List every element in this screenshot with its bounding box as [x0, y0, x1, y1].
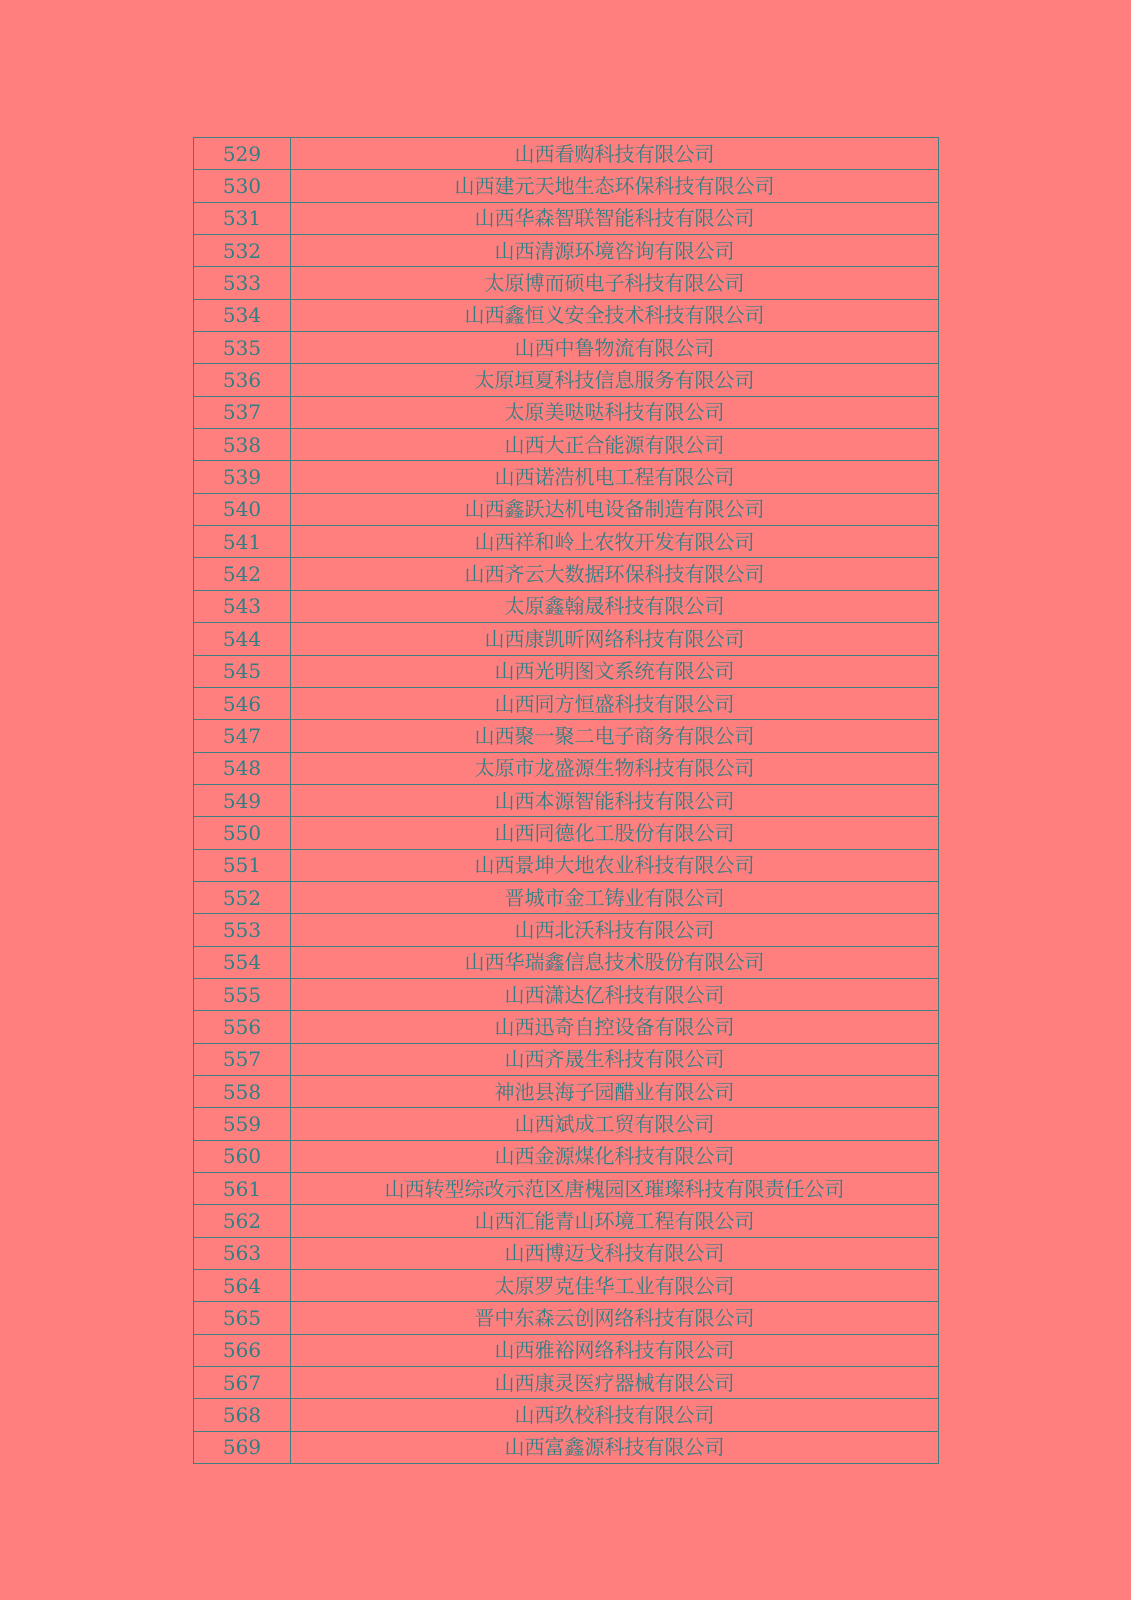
company-name-cell: 山西齐晟生科技有限公司: [291, 1043, 939, 1075]
company-name-cell: 太原鑫翰晟科技有限公司: [291, 590, 939, 622]
company-name-cell: 山西金源煤化科技有限公司: [291, 1140, 939, 1172]
row-number-cell: 566: [194, 1334, 291, 1366]
table-row: [194, 590, 939, 622]
company-name-cell: 太原垣夏科技信息服务有限公司: [291, 364, 939, 396]
table-row: [194, 1302, 939, 1334]
company-name-cell: 晋中东森云创网络科技有限公司: [291, 1302, 939, 1334]
table-row: [194, 170, 939, 202]
table-row: [194, 1399, 939, 1431]
row-number-cell: 549: [194, 784, 291, 816]
company-name-cell: 太原美哒哒科技有限公司: [291, 396, 939, 428]
table-row: [194, 1431, 939, 1463]
row-number-cell: 552: [194, 881, 291, 913]
company-name-cell: 山西中鲁物流有限公司: [291, 332, 939, 364]
row-number-cell: 544: [194, 623, 291, 655]
table-row: [194, 526, 939, 558]
row-number-cell: 548: [194, 752, 291, 784]
company-name-cell: 山西本源智能科技有限公司: [291, 784, 939, 816]
row-number-cell: 550: [194, 817, 291, 849]
company-name-cell: 山西光明图文系统有限公司: [291, 655, 939, 687]
row-number-cell: 562: [194, 1205, 291, 1237]
row-number-cell: 559: [194, 1108, 291, 1140]
row-number-cell: 560: [194, 1140, 291, 1172]
row-number-cell: 531: [194, 202, 291, 234]
company-name-cell: 山西转型综改示范区唐槐园区璀璨科技有限责任公司: [291, 1173, 939, 1205]
table-row: [194, 849, 939, 881]
table-row: [194, 138, 939, 170]
table-row: [194, 978, 939, 1010]
table-row: [194, 332, 939, 364]
table-row: [194, 1334, 939, 1366]
row-number-cell: 546: [194, 687, 291, 719]
table-row: [194, 720, 939, 752]
table-row: [194, 429, 939, 461]
company-name-cell: 山西建元天地生态环保科技有限公司: [291, 170, 939, 202]
company-name-cell: 山西康灵医疗器械有限公司: [291, 1367, 939, 1399]
row-number-cell: 539: [194, 461, 291, 493]
company-list-table: [193, 137, 939, 1464]
row-number-cell: 561: [194, 1173, 291, 1205]
table-row: [194, 623, 939, 655]
company-name-cell: 山西富鑫源科技有限公司: [291, 1431, 939, 1463]
company-name-cell: 山西齐云大数据环保科技有限公司: [291, 558, 939, 590]
company-name-cell: 山西华瑞鑫信息技术股份有限公司: [291, 946, 939, 978]
company-name-cell: 山西聚一聚二电子商务有限公司: [291, 720, 939, 752]
table-row: [194, 687, 939, 719]
table-row: [194, 364, 939, 396]
table-row: [194, 267, 939, 299]
company-name-cell: 晋城市金工铸业有限公司: [291, 881, 939, 913]
table-row: [194, 461, 939, 493]
company-name-cell: 山西北沃科技有限公司: [291, 914, 939, 946]
company-name-cell: 山西康凯昕网络科技有限公司: [291, 623, 939, 655]
company-name-cell: 神池县海子园醋业有限公司: [291, 1075, 939, 1107]
company-name-cell: 山西清源环境咨询有限公司: [291, 235, 939, 267]
row-number-cell: 533: [194, 267, 291, 299]
row-number-cell: 540: [194, 493, 291, 525]
table-row: [194, 881, 939, 913]
row-number-cell: 542: [194, 558, 291, 590]
row-number-cell: 553: [194, 914, 291, 946]
company-name-cell: 山西鑫跃达机电设备制造有限公司: [291, 493, 939, 525]
company-name-cell: 山西祥和岭上农牧开发有限公司: [291, 526, 939, 558]
row-number-cell: 569: [194, 1431, 291, 1463]
company-name-cell: 山西大正合能源有限公司: [291, 429, 939, 461]
company-name-cell: 山西鑫恒义安全技术科技有限公司: [291, 299, 939, 331]
row-number-cell: 563: [194, 1237, 291, 1269]
table-row: [194, 1367, 939, 1399]
company-name-cell: 山西华森智联智能科技有限公司: [291, 202, 939, 234]
company-name-cell: 山西同方恒盛科技有限公司: [291, 687, 939, 719]
row-number-cell: 568: [194, 1399, 291, 1431]
row-number-cell: 529: [194, 138, 291, 170]
table-row: [194, 1173, 939, 1205]
company-name-cell: 山西汇能青山环境工程有限公司: [291, 1205, 939, 1237]
table-row: [194, 396, 939, 428]
row-number-cell: 538: [194, 429, 291, 461]
company-name-cell: 山西雅裕网络科技有限公司: [291, 1334, 939, 1366]
row-number-cell: 555: [194, 978, 291, 1010]
company-name-cell: 山西潇达亿科技有限公司: [291, 978, 939, 1010]
table-row: [194, 1043, 939, 1075]
table-row: [194, 1075, 939, 1107]
table-row: [194, 1108, 939, 1140]
row-number-cell: 535: [194, 332, 291, 364]
company-name-cell: 山西同德化工股份有限公司: [291, 817, 939, 849]
table-row: [194, 493, 939, 525]
row-number-cell: 532: [194, 235, 291, 267]
company-name-cell: 山西看购科技有限公司: [291, 138, 939, 170]
company-name-cell: 太原博而硕电子科技有限公司: [291, 267, 939, 299]
company-name-cell: 山西诺浩机电工程有限公司: [291, 461, 939, 493]
table-row: [194, 299, 939, 331]
company-name-cell: 太原市龙盛源生物科技有限公司: [291, 752, 939, 784]
row-number-cell: 541: [194, 526, 291, 558]
company-name-cell: 太原罗克佳华工业有限公司: [291, 1270, 939, 1302]
row-number-cell: 564: [194, 1270, 291, 1302]
row-number-cell: 565: [194, 1302, 291, 1334]
row-number-cell: 543: [194, 590, 291, 622]
table-row: [194, 946, 939, 978]
company-name-cell: 山西迅奇自控设备有限公司: [291, 1011, 939, 1043]
table-row: [194, 914, 939, 946]
row-number-cell: 551: [194, 849, 291, 881]
company-name-cell: 山西斌成工贸有限公司: [291, 1108, 939, 1140]
row-number-cell: 536: [194, 364, 291, 396]
row-number-cell: 547: [194, 720, 291, 752]
table-row: [194, 1237, 939, 1269]
row-number-cell: 530: [194, 170, 291, 202]
company-name-cell: 山西玖校科技有限公司: [291, 1399, 939, 1431]
table-row: [194, 752, 939, 784]
row-number-cell: 556: [194, 1011, 291, 1043]
table-row: [194, 1011, 939, 1043]
table-row: [194, 558, 939, 590]
company-name-cell: 山西博迈戈科技有限公司: [291, 1237, 939, 1269]
table-row: [194, 655, 939, 687]
row-number-cell: 558: [194, 1075, 291, 1107]
table-row: [194, 1205, 939, 1237]
row-number-cell: 545: [194, 655, 291, 687]
table-row: [194, 202, 939, 234]
row-number-cell: 557: [194, 1043, 291, 1075]
table-row: [194, 1140, 939, 1172]
company-list-body: [194, 138, 939, 1464]
row-number-cell: 554: [194, 946, 291, 978]
row-number-cell: 534: [194, 299, 291, 331]
table-row: [194, 817, 939, 849]
row-number-cell: 537: [194, 396, 291, 428]
table-row: [194, 784, 939, 816]
table-row: [194, 235, 939, 267]
row-number-cell: 567: [194, 1367, 291, 1399]
table-row: [194, 1270, 939, 1302]
company-name-cell: 山西景坤大地农业科技有限公司: [291, 849, 939, 881]
